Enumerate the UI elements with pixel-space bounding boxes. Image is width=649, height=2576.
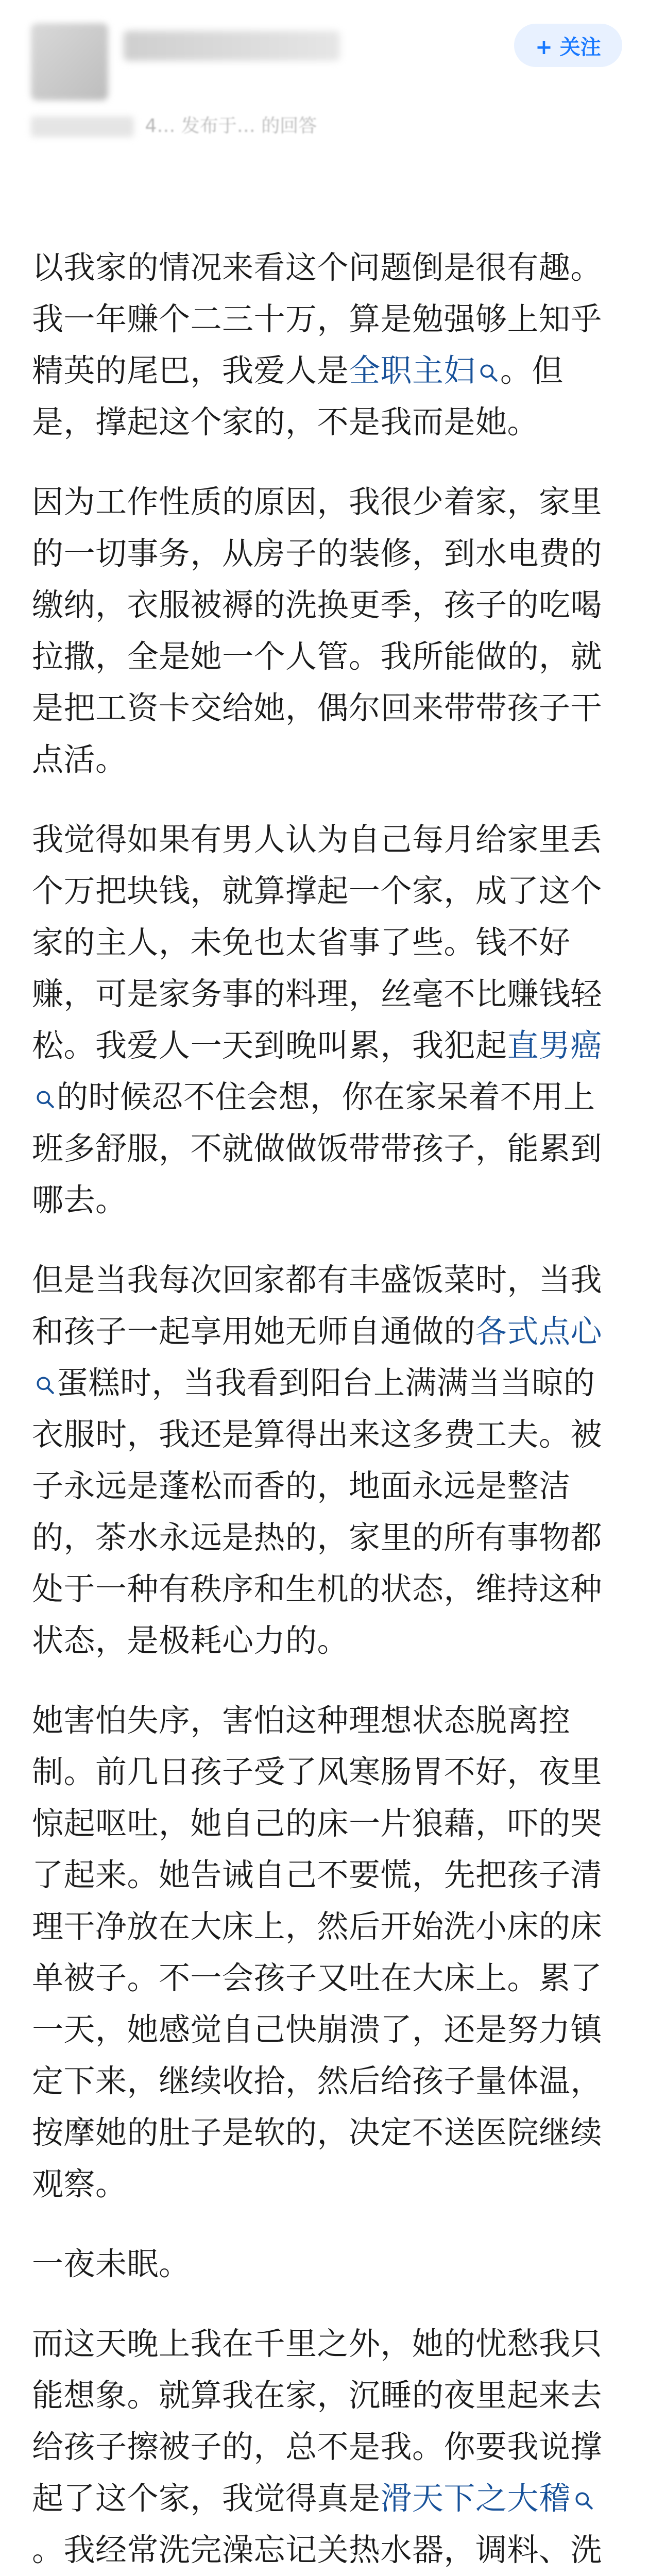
paragraph-6: 一夜未眠。 (32, 2246, 191, 2282)
text: 我觉得如果有男人认为自己每月给家里丢个万把块钱，就算撑起一个家，成了这个家的主人，未免也太省事了些。钱不好赚，可是家务事的料理，丝毫不比赚钱轻松。我爱人一天到晚叫累，我犯起 (32, 821, 603, 1064)
paragraph-5: 她害怕失序，害怕这种理想状态脱离控制。前几日孩子受了风寒肠胃不好，夜里惊起呕吐，她自己的床一片狼藉，吓的哭了起来。她告诫自己不要慌，先把孩子清理干净放在大床上，然后开始洗小床的床单被子。不一会孩子又吐在大床上。累了一天，她感觉自己快崩溃了，还是努力镇定下来，继续收拾，然后给孩子量体温，按摩她的肚子是软的，决定不送医院继续观察。 (32, 1702, 603, 2202)
topic-link[interactable]: 滑天下之大稽 (380, 2480, 571, 2517)
answer-header (0, 0, 649, 216)
text: 的时候忍不住会想，你在家呆着不用上班多舒服，不就做做饭带带孩子，能累到哪去。 (32, 1079, 603, 1218)
avatar[interactable] (31, 23, 108, 100)
text: 蛋糕时，当我看到阳台上满满当当晾的衣服时，我还是算得出来这多费工夫。被子永远是蓬松而香的，地面永远是整洁的，茶水永远是热的，家里的所有事物都处于一种有秩序和生机的状态，维持这种状态，是极耗心力的。 (32, 1365, 603, 1659)
meta-text: 4… 发布于… 的回答 (145, 115, 317, 137)
topic-link[interactable]: 各式点心 (475, 1313, 603, 1350)
paragraph-3 (32, 814, 617, 1226)
paragraph-4 (32, 1255, 617, 1667)
meta-blur (31, 116, 134, 137)
search-icon[interactable] (477, 362, 500, 384)
search-icon[interactable] (34, 1374, 57, 1397)
text: 而这天晚上我在千里之外，她的忧愁我只能想象。就算我在家，沉睡的夜里起来去给孩子擦被子的，总不是我。你要我说撑起了这个家，我觉得真是 (32, 2326, 603, 2517)
text: 。我经常洗完澡忘记关热水器，调料、洗 (32, 2532, 603, 2568)
answer-content (32, 242, 617, 2576)
paragraph-2: 因为工作性质的原因，我很少着家，家里的一切事务，从房子的装修，到水电费的缴纳，衣服被褥的洗换更季，孩子的吃喝拉撒，全是她一个人管。我所能做的，就是把工资卡交给她，偶尔回来带带孩子干点活。 (32, 484, 603, 778)
topic-link[interactable]: 直男癌 (507, 1027, 603, 1064)
text: 以我家的情况来看这个问题倒是很有趣。我一年赚个二三十万，算是勉强够上知乎精英的尾巴，我爱人是 (32, 249, 603, 389)
text: 。但是，撑起这个家的，不是我而是她。 (32, 352, 564, 440)
topic-link[interactable]: 全职主妇 (349, 352, 476, 389)
author-name-blurred[interactable] (124, 31, 340, 61)
answer-meta (31, 111, 317, 142)
paragraph-1 (32, 242, 617, 448)
follow-button[interactable] (514, 24, 622, 67)
search-icon[interactable] (573, 2489, 595, 2512)
search-icon[interactable] (34, 1088, 57, 1111)
paragraph-7 (32, 2318, 617, 2576)
follow-label: + 关注 (535, 35, 601, 59)
text: 但是当我每次回家都有丰盛饭菜时，当我和孩子一起享用她无师自通做的 (32, 1262, 603, 1350)
